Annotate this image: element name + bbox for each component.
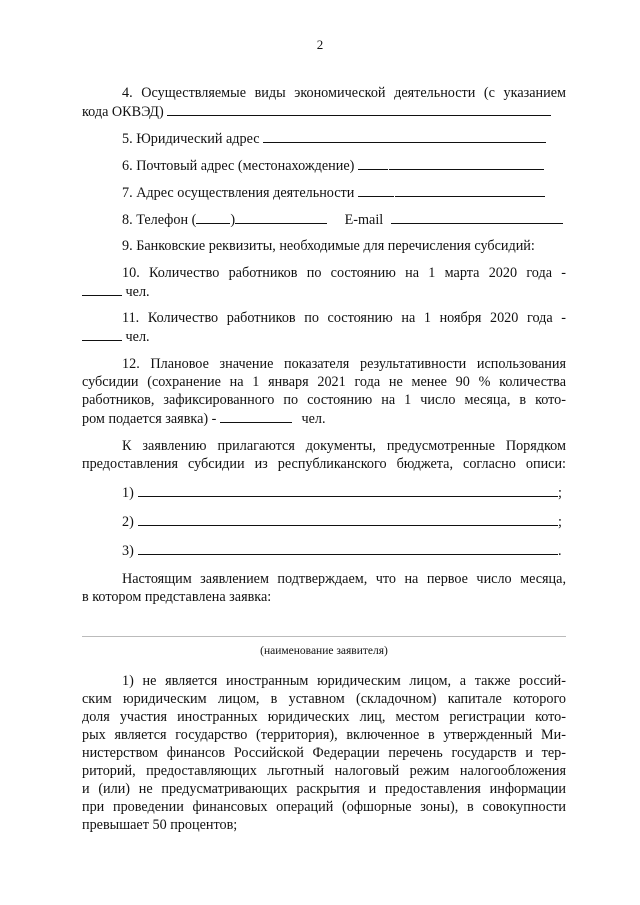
item-12-label: ром подается заявка) - — [82, 411, 217, 427]
item-5-blank — [263, 129, 546, 143]
declaration-line-1: Настоящим заявлением подтверждаем, что на первое число месяца, — [122, 571, 566, 587]
item-10-line-1: 10. Количество работников по состоянию на 1 марта 2020 года - — [122, 265, 566, 281]
item-4-line-2 — [82, 102, 566, 121]
item-10-blank — [82, 282, 122, 296]
item-12-line-4 — [82, 409, 566, 428]
attachments-intro-line-2: предоставления субсидии из республиканского бюджета, согласно описи: — [82, 456, 566, 472]
item-7-blank — [395, 183, 545, 197]
clause-1-line-7: и (или) не предусматривающих раскрытия и предоставления информации — [82, 781, 566, 797]
item-8-phone-label: 8. Телефон ( — [122, 212, 197, 228]
attachment-item-3-number: 3) — [122, 543, 134, 559]
attachment-item-1-blank — [138, 483, 558, 497]
item-8 — [122, 210, 566, 229]
attachments-intro-line-1: К заявлению прилагаются документы, предусмотренные Порядком — [122, 438, 566, 454]
item-4-blank — [167, 102, 551, 116]
item-8-email-blank — [391, 210, 563, 224]
item-5-label: 5. Юридический адрес — [122, 131, 260, 147]
clause-1-line-4: рых является государство (территория), включенное в утвержденный Ми- — [82, 727, 566, 743]
item-4-label: кода ОКВЭД) — [82, 104, 164, 120]
clause-1-line-8: при проведении финансовых операций (офшорные зоны), в совокупности — [82, 799, 566, 815]
item-8-phone-blank — [235, 210, 327, 224]
item-12-line-2: субсидии (сохранение на 1 января 2021 года не менее 90 % количества — [82, 374, 566, 390]
attachment-item-2-number: 2) — [122, 514, 134, 530]
clause-1-line-1: 1) не является иностранным юридическим лицом, а также россий- — [122, 673, 566, 689]
item-8-area-code-blank — [196, 210, 230, 224]
applicant-name-caption: (наименование заявителя) — [260, 645, 388, 657]
item-12-unit: чел. — [301, 411, 326, 427]
item-5 — [122, 129, 566, 148]
attachment-item-1-number: 1) — [122, 485, 134, 501]
page-number: 2 — [316, 37, 324, 52]
attachment-item-3-blank — [138, 541, 558, 555]
item-8-paren-close: ) — [230, 212, 236, 228]
attachment-item-1-end: ; — [558, 485, 562, 501]
item-9: 9. Банковские реквизиты, необходимые для перечисления субсидий: — [122, 238, 535, 254]
item-12-line-1: 12. Плановое значение показателя результативности использования — [122, 356, 566, 372]
item-6 — [122, 156, 566, 175]
attachment-item-3 — [122, 541, 568, 560]
item-11-unit: чел. — [125, 329, 150, 345]
item-7 — [122, 183, 566, 202]
item-6-blank — [389, 156, 544, 170]
item-12-blank — [220, 409, 292, 423]
item-11-blank — [82, 327, 122, 341]
attachment-item-2 — [122, 512, 568, 531]
attachment-item-3-end: . — [558, 543, 562, 559]
item-7-label: 7. Адрес осуществления деятельности — [122, 185, 355, 201]
item-6-blank-short — [358, 156, 388, 170]
item-11-line-1: 11. Количество работников по состоянию на 1 ноября 2020 года - — [122, 310, 566, 326]
clause-1-line-3: доля участия иностранных юридических лиц, местом регистрации кото- — [82, 709, 566, 725]
clause-1-line-6: риторий, предоставляющих льготный налоговый режим налогообложения — [82, 763, 566, 779]
item-12-line-3: работников, зафиксированного по состоянию на 1 число месяца, в кото- — [82, 392, 566, 408]
declaration-line-2: в котором представлена заявка: — [82, 589, 272, 605]
clause-1-line-2: ским юридическим лицом, в уставном (складочном) капитале которого — [82, 691, 566, 707]
item-10-unit: чел. — [125, 284, 150, 300]
attachment-item-2-end: ; — [558, 514, 562, 530]
item-10-line-2 — [82, 282, 566, 301]
clause-1-line-5: нистерством финансов Российской Федерации перечень государств и тер- — [82, 745, 566, 761]
item-7-blank-short — [358, 183, 394, 197]
item-11-line-2 — [82, 327, 566, 346]
attachment-item-2-blank — [138, 512, 558, 526]
item-8-email-label: E-mail — [344, 212, 384, 228]
item-4-line-1: 4. Осуществляемые виды экономической деятельности (с указанием — [122, 85, 566, 101]
applicant-name-line — [82, 636, 566, 637]
item-6-label: 6. Почтовый адрес (местонахождение) — [122, 158, 355, 174]
attachment-item-1 — [122, 483, 568, 502]
clause-1-line-9: превышает 50 процентов; — [82, 817, 238, 833]
